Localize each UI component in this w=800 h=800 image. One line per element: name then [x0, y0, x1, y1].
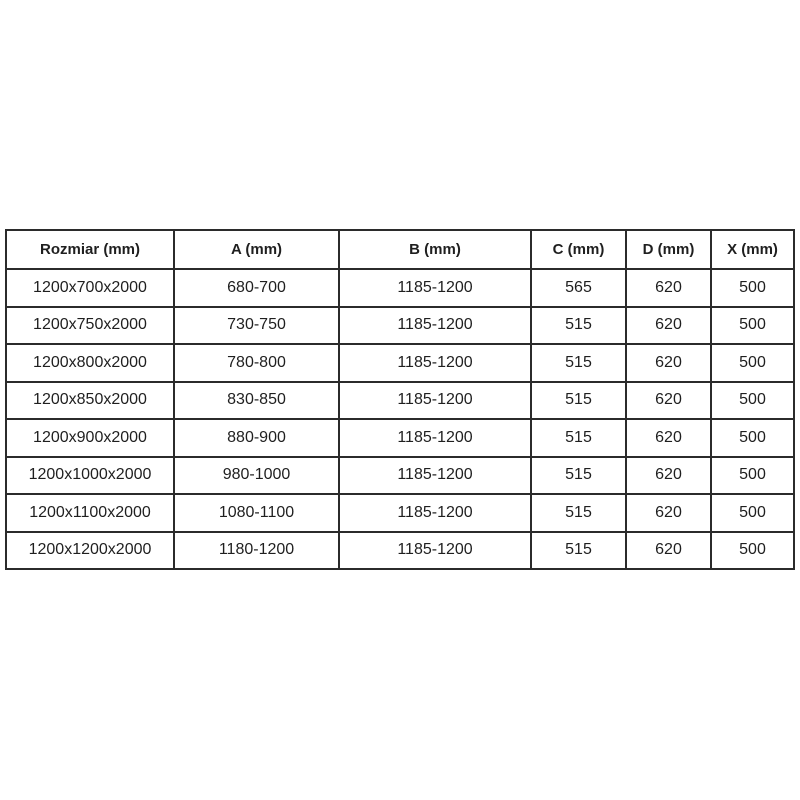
dimensions-table	[5, 229, 795, 570]
table-cell-a: 780-800	[174, 344, 339, 382]
table-cell-c: 515	[531, 307, 626, 345]
table-cell-rozmiar: 1200x750x2000	[6, 307, 174, 345]
table-cell-a: 1080-1100	[174, 494, 339, 532]
table-cell-b: 1185-1200	[339, 307, 531, 345]
table-cell-b: 1185-1200	[339, 494, 531, 532]
table-cell-rozmiar: 1200x1000x2000	[6, 457, 174, 495]
table-cell-x: 500	[711, 532, 794, 570]
table-cell-rozmiar: 1200x1200x2000	[6, 532, 174, 570]
table-cell-d: 620	[626, 419, 711, 457]
table-cell-rozmiar: 1200x700x2000	[6, 269, 174, 307]
table-cell-b: 1185-1200	[339, 457, 531, 495]
table-cell-rozmiar: 1200x1100x2000	[6, 494, 174, 532]
column-header-x: X (mm)	[711, 230, 794, 269]
table-row	[6, 269, 794, 307]
table-cell-a: 980-1000	[174, 457, 339, 495]
column-header-d: D (mm)	[626, 230, 711, 269]
table-cell-b: 1185-1200	[339, 532, 531, 570]
table-cell-x: 500	[711, 382, 794, 420]
table-cell-b: 1185-1200	[339, 419, 531, 457]
table-cell-c: 515	[531, 457, 626, 495]
table-cell-d: 620	[626, 344, 711, 382]
column-header-rozmiar: Rozmiar (mm)	[6, 230, 174, 269]
table-cell-rozmiar: 1200x900x2000	[6, 419, 174, 457]
header-row	[6, 230, 794, 269]
table-cell-x: 500	[711, 457, 794, 495]
table-cell-d: 620	[626, 382, 711, 420]
table-row	[6, 307, 794, 345]
table-row	[6, 494, 794, 532]
table-cell-x: 500	[711, 307, 794, 345]
table-cell-c: 515	[531, 532, 626, 570]
table-cell-b: 1185-1200	[339, 269, 531, 307]
table-cell-a: 730-750	[174, 307, 339, 345]
table-cell-d: 620	[626, 269, 711, 307]
table-cell-c: 515	[531, 344, 626, 382]
table-cell-rozmiar: 1200x800x2000	[6, 344, 174, 382]
table-cell-c: 565	[531, 269, 626, 307]
column-header-a: A (mm)	[174, 230, 339, 269]
table-cell-a: 830-850	[174, 382, 339, 420]
table-row	[6, 419, 794, 457]
table-cell-d: 620	[626, 532, 711, 570]
table-row	[6, 382, 794, 420]
table-cell-a: 680-700	[174, 269, 339, 307]
table-cell-x: 500	[711, 494, 794, 532]
table-cell-b: 1185-1200	[339, 382, 531, 420]
table-cell-x: 500	[711, 269, 794, 307]
table-cell-c: 515	[531, 382, 626, 420]
table-cell-a: 880-900	[174, 419, 339, 457]
table-cell-rozmiar: 1200x850x2000	[6, 382, 174, 420]
table-cell-a: 1180-1200	[174, 532, 339, 570]
table-cell-d: 620	[626, 494, 711, 532]
table-cell-c: 515	[531, 419, 626, 457]
column-header-b: B (mm)	[339, 230, 531, 269]
table-row	[6, 344, 794, 382]
table-cell-c: 515	[531, 494, 626, 532]
table-cell-x: 500	[711, 419, 794, 457]
column-header-c: C (mm)	[531, 230, 626, 269]
table-cell-x: 500	[711, 344, 794, 382]
table-row	[6, 457, 794, 495]
table-row	[6, 532, 794, 570]
table-cell-d: 620	[626, 457, 711, 495]
table-cell-d: 620	[626, 307, 711, 345]
table-cell-b: 1185-1200	[339, 344, 531, 382]
